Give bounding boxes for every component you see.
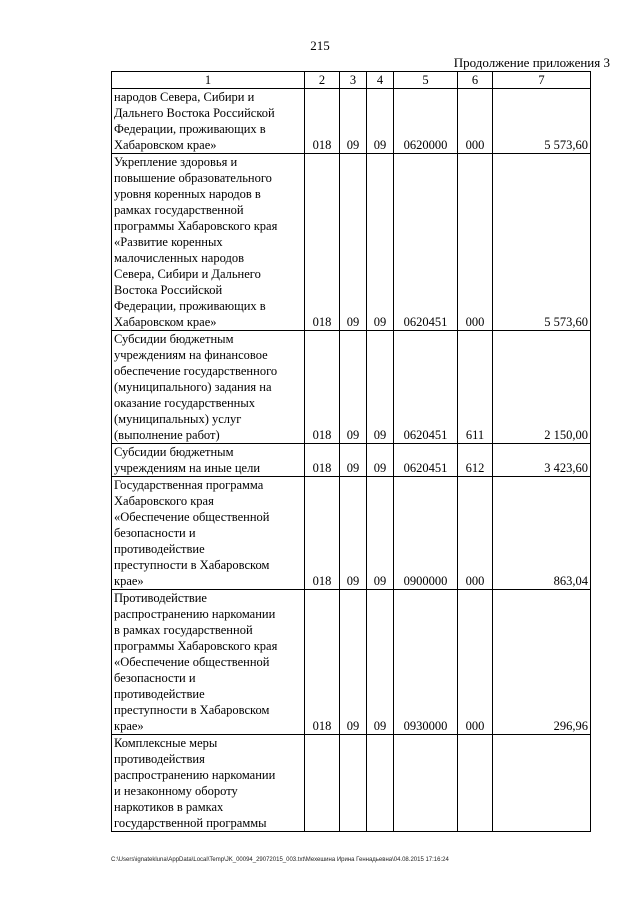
- page-number: 215: [310, 38, 330, 53]
- amount-cell: 3 423,60: [493, 444, 591, 477]
- target-article-cell: 0620451: [394, 154, 458, 331]
- row-name-line: «Обеспечение общественной: [114, 510, 270, 524]
- row-name-cell: [112, 477, 305, 590]
- row-name-line: Субсидии бюджетным: [114, 445, 234, 459]
- row-name-line: «Развитие коренных: [114, 235, 223, 249]
- table-body: [112, 89, 591, 832]
- row-name-line: преступности в Хабаровском: [114, 558, 270, 572]
- row-name-line: и незаконному обороту: [114, 784, 238, 798]
- row-name-line: государственной программы: [114, 816, 267, 830]
- row-name-line: программы Хабаровского края: [114, 639, 278, 653]
- amount-cell: 2 150,00: [493, 331, 591, 444]
- row-name-line: Укрепление здоровья и: [114, 155, 238, 169]
- ministry-code-cell: 018: [305, 477, 340, 590]
- row-name-line: учреждениям на финансовое: [114, 348, 268, 362]
- target-article-cell: [394, 735, 458, 832]
- file-path-footer: C:\Users\ignatekluna\AppData\Local\Temp\JK_00094_29072015_003.txt\Мехешина Ирина Геннадьевна\04.08.2015 17:16:24: [111, 857, 449, 863]
- row-name-line: уровня коренных народов в: [114, 187, 261, 201]
- row-name-cell: [112, 89, 305, 154]
- column-header: 4: [367, 72, 394, 89]
- amount-cell: 863,04: [493, 477, 591, 590]
- section-code-cell: 09: [340, 444, 367, 477]
- row-name-line: (выполнение работ): [114, 428, 220, 442]
- subsection-code-cell: 09: [367, 444, 394, 477]
- row-name-line: наркотиков в рамках: [114, 800, 224, 814]
- row-name-line: Севера, Сибири и Дальнего: [114, 267, 261, 281]
- target-article-cell: 0930000: [394, 590, 458, 735]
- row-name-line: оказание государственных: [114, 396, 256, 410]
- subsection-code-cell: 09: [367, 590, 394, 735]
- table-row: [112, 154, 591, 331]
- column-header: 5: [394, 72, 458, 89]
- expense-type-cell: 612: [458, 444, 493, 477]
- column-header: 1: [112, 72, 305, 89]
- row-name-line: Федерации, проживающих в: [114, 299, 266, 313]
- row-name-line: крае»: [114, 719, 144, 733]
- expense-type-cell: 611: [458, 331, 493, 444]
- target-article-cell: 0620451: [394, 444, 458, 477]
- expense-type-cell: 000: [458, 89, 493, 154]
- row-name-line: Дальнего Востока Российской: [114, 106, 275, 120]
- expense-type-cell: 000: [458, 154, 493, 331]
- row-name-line: безопасности и: [114, 671, 196, 685]
- row-name-line: крае»: [114, 574, 144, 588]
- table-row: [112, 444, 591, 477]
- table-row: [112, 331, 591, 444]
- row-name-line: противодействие: [114, 687, 205, 701]
- row-name-line: противодействия: [114, 752, 205, 766]
- row-name-line: Комплексные меры: [114, 736, 218, 750]
- row-name-line: Федерации, проживающих в: [114, 122, 266, 136]
- ministry-code-cell: 018: [305, 331, 340, 444]
- row-name-line: народов Севера, Сибири и: [114, 90, 255, 104]
- section-code-cell: 09: [340, 154, 367, 331]
- expense-type-cell: 000: [458, 590, 493, 735]
- row-name-line: обеспечение государственного: [114, 364, 278, 378]
- row-name-line: Востока Российской: [114, 283, 223, 297]
- table-row: [112, 590, 591, 735]
- amount-cell: [493, 735, 591, 832]
- subsection-code-cell: 09: [367, 477, 394, 590]
- amount-cell: 5 573,60: [493, 89, 591, 154]
- row-name-line: Государственная программа: [114, 478, 264, 492]
- row-name-line: противодействие: [114, 542, 205, 556]
- subsection-code-cell: 09: [367, 89, 394, 154]
- row-name-line: Хабаровском крае»: [114, 138, 217, 152]
- column-header: 2: [305, 72, 340, 89]
- ministry-code-cell: 018: [305, 154, 340, 331]
- budget-table: [111, 71, 591, 832]
- row-name-cell: [112, 154, 305, 331]
- amount-cell: 296,96: [493, 590, 591, 735]
- ministry-code-cell: 018: [305, 89, 340, 154]
- row-name-line: рамках государственной: [114, 203, 244, 217]
- ministry-code-cell: [305, 735, 340, 832]
- table-header-row: [112, 72, 591, 89]
- subsection-code-cell: 09: [367, 331, 394, 444]
- row-name-cell: [112, 331, 305, 444]
- column-header: 7: [493, 72, 591, 89]
- row-name-line: Хабаровского края: [114, 494, 214, 508]
- row-name-line: преступности в Хабаровском: [114, 703, 270, 717]
- column-header: 6: [458, 72, 493, 89]
- row-name-line: учреждениям на иные цели: [114, 461, 261, 475]
- row-name-line: (муниципальных) услуг: [114, 412, 242, 426]
- row-name-line: повышение образовательного: [114, 171, 272, 185]
- target-article-cell: 0620000: [394, 89, 458, 154]
- row-name-line: распространению наркомании: [114, 768, 276, 782]
- table-row: [112, 477, 591, 590]
- section-code-cell: 09: [340, 89, 367, 154]
- section-code-cell: 09: [340, 590, 367, 735]
- target-article-cell: 0900000: [394, 477, 458, 590]
- section-code-cell: 09: [340, 477, 367, 590]
- row-name-cell: [112, 735, 305, 832]
- row-name-line: в рамках государственной: [114, 623, 253, 637]
- row-name-line: «Обеспечение общественной: [114, 655, 270, 669]
- row-name-line: безопасности и: [114, 526, 196, 540]
- row-name-cell: [112, 590, 305, 735]
- table-row: [112, 89, 591, 154]
- row-name-line: Противодействие: [114, 591, 207, 605]
- ministry-code-cell: 018: [305, 590, 340, 735]
- subsection-code-cell: 09: [367, 154, 394, 331]
- subsection-code-cell: [367, 735, 394, 832]
- continuation-caption: Продолжение приложения 3: [453, 55, 610, 70]
- section-code-cell: 09: [340, 331, 367, 444]
- section-code-cell: [340, 735, 367, 832]
- row-name-line: Субсидии бюджетным: [114, 332, 234, 346]
- ministry-code-cell: 018: [305, 444, 340, 477]
- row-name-line: Хабаровском крае»: [114, 315, 217, 329]
- row-name-line: программы Хабаровского края: [114, 219, 278, 233]
- target-article-cell: 0620451: [394, 331, 458, 444]
- row-name-line: (муниципального) задания на: [114, 380, 272, 394]
- column-header: 3: [340, 72, 367, 89]
- amount-cell: 5 573,60: [493, 154, 591, 331]
- expense-type-cell: [458, 735, 493, 832]
- table-row: [112, 735, 591, 832]
- row-name-cell: [112, 444, 305, 477]
- expense-type-cell: 000: [458, 477, 493, 590]
- row-name-line: малочисленных народов: [114, 251, 244, 265]
- row-name-line: распространению наркомании: [114, 607, 276, 621]
